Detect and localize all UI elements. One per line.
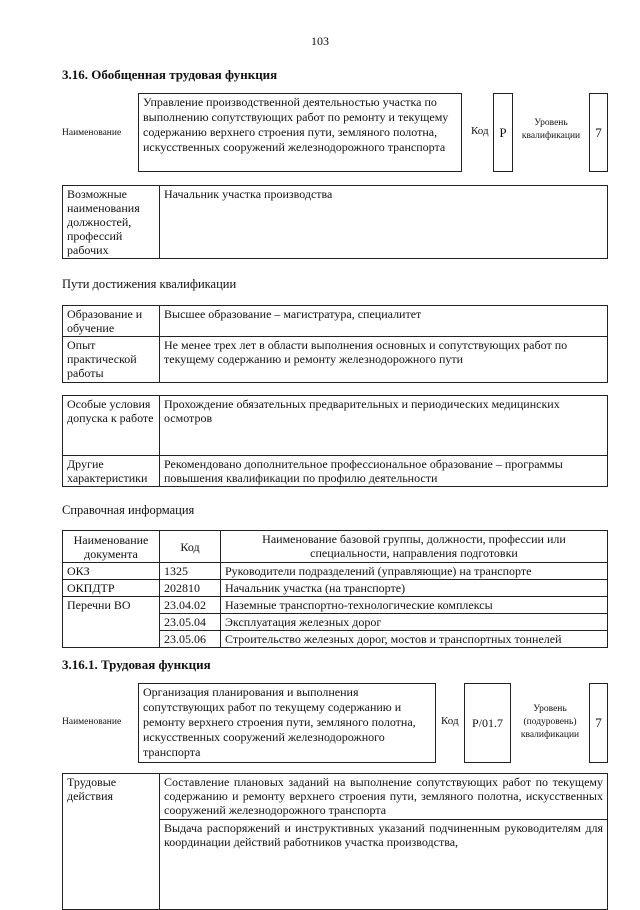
paths-table	[62, 305, 608, 383]
row-name: Строительство железных дорог, мостов и транспортных тоннелей	[221, 631, 608, 648]
row-name: Начальник участка (на транспорте)	[221, 580, 608, 597]
col-doc-header: Наименование документа	[63, 531, 160, 563]
name-value-box	[138, 93, 462, 172]
other-value: Рекомендовано дополнительное профессиональное образование – программы повышения квалификации по профилю деятельности	[160, 456, 608, 487]
row-code: 1325	[160, 563, 221, 580]
row-code: 202810	[160, 580, 221, 597]
sub-name-value: Организация планирования и выполнения сопутствующих работ по текущему содержанию и ремонту верхнего строения пути, земляного полотна, искусственных сооружений железнодорожного транспорта	[143, 685, 416, 759]
paths-title: Пути достижения квалификации	[62, 277, 237, 291]
labor-action-item: Выдача распоряжений и инструктивных указаний подчиненным руководителям для координации действий работников участка производства,	[160, 820, 608, 910]
name-label: Наименование	[62, 128, 122, 138]
positions-value: Начальник участка производства	[160, 186, 608, 259]
labor-action-item: Составление плановых заданий на выполнение сопутствующих работ по текущему содержанию и ремонту верхнего строения пути, земляного полотна, искусственных сооружений железнодорожного транспорта	[160, 774, 608, 820]
positions-label: Возможные наименования должностей, профессий рабочих	[63, 186, 160, 259]
code-label: Код	[471, 125, 489, 137]
positions-table	[62, 185, 608, 259]
row-code: 23.05.04	[160, 614, 221, 631]
row-name: Эксплуатация железных дорог	[221, 614, 608, 631]
sub-name-label: Наименование	[62, 717, 122, 727]
name-value: Управление производственной деятельностью участка по выполнению сопутствующих работ по ремонту и текущему содержанию верхнего строения пути, земляного полотна, искусственных сооружений железнодорожного транспорта	[143, 95, 449, 154]
education-label: Образование и обучение	[63, 306, 160, 337]
row-doc: ОКЗ	[63, 563, 160, 580]
row-doc: Перечни ВО	[63, 597, 160, 648]
sub-code-label: Код	[441, 715, 459, 727]
labor-actions-table	[62, 773, 608, 910]
col-code-header: Код	[160, 531, 221, 563]
table-row	[63, 580, 608, 597]
level-label: Уровень квалификации	[521, 118, 581, 141]
code-value: P	[493, 93, 513, 172]
reference-table	[62, 530, 608, 648]
row-doc: ОКПДТР	[63, 580, 160, 597]
level-value: 7	[589, 93, 608, 172]
table-row	[63, 563, 608, 580]
section-title: 3.16. Обобщенная трудовая функция	[62, 67, 278, 82]
conditions-table	[62, 395, 608, 487]
special-value: Прохождение обязательных предварительных и периодических медицинских осмотров	[160, 396, 608, 456]
special-label: Особые условия допуска к работе	[63, 396, 160, 456]
sub-level-label: Уровень (подуровень) квалификации	[520, 704, 580, 740]
sub-level-value: 7	[589, 683, 608, 763]
labor-actions-label: Трудовые действия	[63, 774, 160, 910]
row-code: 23.04.02	[160, 597, 221, 614]
sub-name-value-box	[138, 683, 436, 763]
sub-code-value: P/01.7	[464, 683, 511, 763]
col-name-header: Наименование базовой группы, должности, профессии или специальности, направления подготовки	[221, 531, 608, 563]
experience-value: Не менее трех лет в области выполнения основных и сопутствующих работ по текущему содержанию и ремонту железнодорожного пути	[160, 337, 608, 383]
page-number: 103	[311, 34, 329, 48]
experience-label: Опыт практической работы	[63, 337, 160, 383]
table-row	[63, 597, 608, 614]
education-value: Высшее образование – магистратура, специалитет	[160, 306, 608, 337]
subsection-title: 3.16.1. Трудовая функция	[62, 657, 211, 672]
other-label: Другие характеристики	[63, 456, 160, 487]
reference-title: Справочная информация	[62, 503, 195, 517]
row-name: Руководители подразделений (управляющие) на транспорте	[221, 563, 608, 580]
row-name: Наземные транспортно-технологические комплексы	[221, 597, 608, 614]
row-code: 23.05.06	[160, 631, 221, 648]
